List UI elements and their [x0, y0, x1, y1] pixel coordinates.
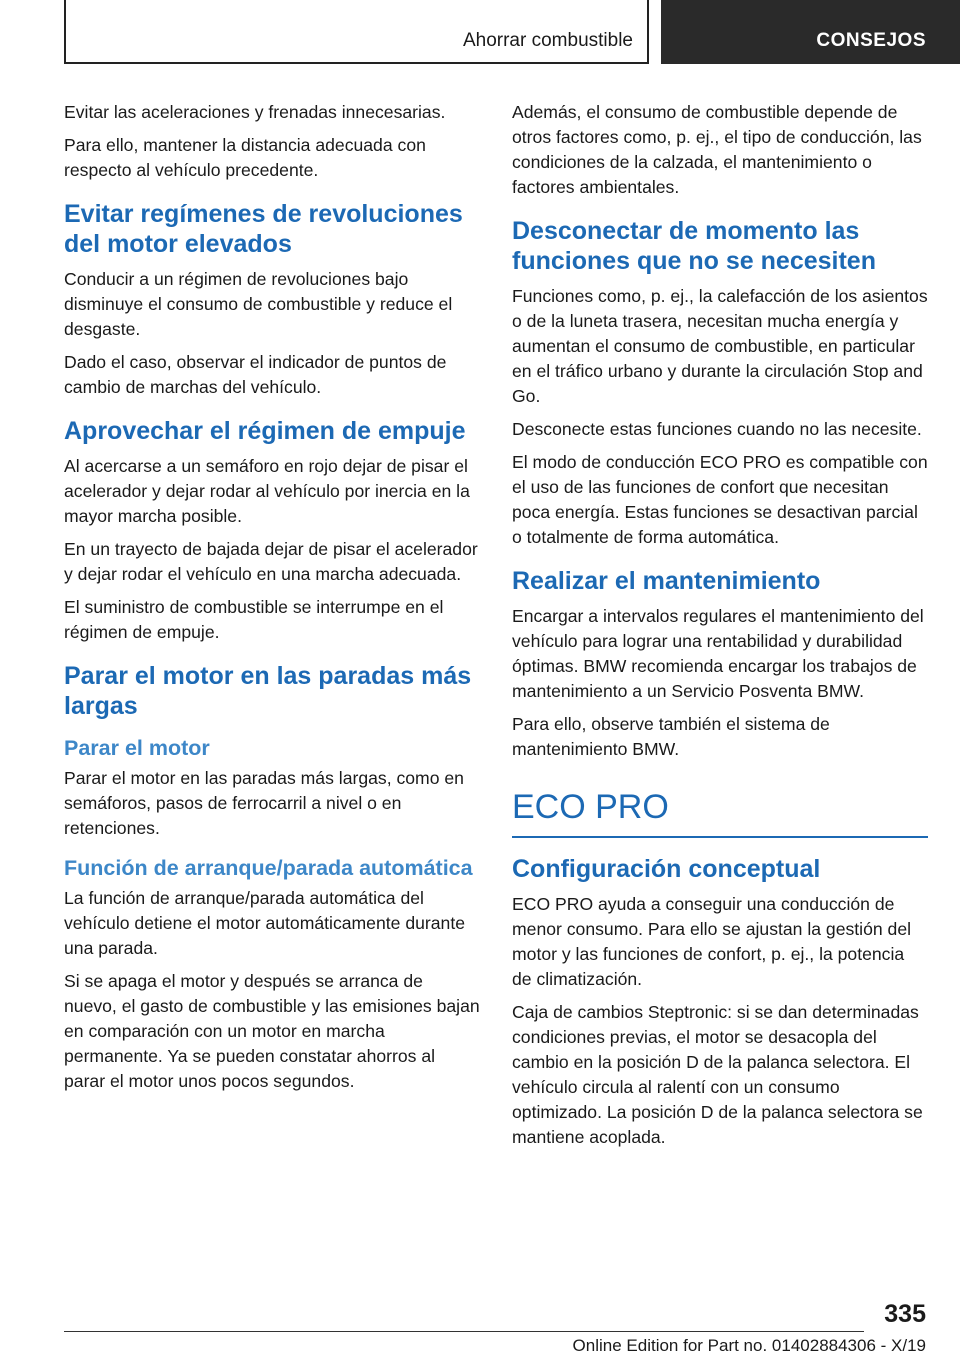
footer-divider	[64, 1331, 864, 1332]
header-section-title: Ahorrar combustible	[462, 30, 633, 51]
heading-mantenimiento: Realizar el mantenimiento	[512, 567, 821, 595]
heading-desconectar: Desconectar de momento las funciones que no se necesiten	[512, 217, 876, 275]
paragraph: Para ello, observe también el sistema de mantenimiento BMW.	[512, 714, 830, 759]
subheading-auto-start-stop: Función de arranque/parada automática	[64, 856, 473, 880]
heading-rpm: Evitar regímenes de revoluciones del motor elevados	[64, 200, 463, 258]
header-section-box	[64, 0, 649, 64]
heading-empuje: Aprovechar el régimen de empuje	[64, 417, 466, 445]
footer-edition: Online Edition for Part no. 01402884306 - X/19	[572, 1336, 926, 1355]
heading-parar: Parar el motor en las paradas más largas	[64, 662, 472, 720]
paragraph: El modo de conducción ECO PRO es compatible con el uso de las funciones de confort que necesitan poca energía. Estas funciones se desactivan parcial o totalmente de forma automática.	[512, 452, 928, 547]
paragraph: El suministro de combustible se interrumpe en el régimen de empuje.	[64, 597, 444, 642]
paragraph: Encargar a intervalos regulares el mantenimiento del vehículo para lograr una rentabilidad y durabilidad óptimas. BMW recomienda encargar los trabajos de mantenimiento a un Servicio Posventa BMW.	[512, 606, 924, 701]
paragraph: Funciones como, p. ej., la calefacción de los asientos o de la luneta trasera, necesitan mucha energía y aumentan el consumo de combustible, en particular en el tráfico urbano y durante la circulación Stop and Go.	[512, 286, 928, 406]
paragraph: Conducir a un régimen de revoluciones bajo disminuye el consumo de combustible y reduce el desgaste.	[64, 269, 453, 339]
header-chapter-title: CONSEJOS	[816, 30, 926, 51]
subheading-parar-motor: Parar el motor	[64, 736, 210, 760]
paragraph: Parar el motor en las paradas más largas, como en semáforos, pasos de ferrocarril a nivel o en retenciones.	[64, 768, 464, 838]
page-number: 335	[884, 1300, 926, 1328]
heading-configuracion: Configuración conceptual	[512, 855, 821, 883]
paragraph: La función de arranque/parada automática del vehículo detiene el motor automáticamente durante una parada.	[64, 888, 465, 958]
paragraph: ECO PRO ayuda a conseguir una conducción de menor consumo. Para ello se ajustan la gestión del motor y las funciones de confort, p. ej., la potencia de climatización.	[512, 894, 912, 989]
paragraph: Desconecte estas funciones cuando no las necesite.	[512, 419, 922, 439]
chapter-heading-eco-pro: ECO PRO	[512, 788, 669, 826]
left-column	[64, 100, 480, 1102]
paragraph: Dado el caso, observar el indicador de puntos de cambio de marchas del vehículo.	[64, 352, 447, 397]
paragraph: Además, el consumo de combustible depende de otros factores como, p. ej., el tipo de conducción, las condiciones de la calzada, el mantenimiento o factores ambientales.	[512, 102, 922, 197]
paragraph: Al acercarse a un semáforo en rojo dejar de pisar el acelerador y dejar rodar al vehículo por inercia en la mayor marcha posible.	[64, 456, 470, 526]
header-chapter-tab	[661, 0, 960, 64]
paragraph: En un trayecto de bajada dejar de pisar el acelerador y dejar rodar el vehículo en una marcha adecuada.	[64, 539, 478, 584]
paragraph: Si se apaga el motor y después se arranca de nuevo, el gasto de combustible y las emisiones bajan en comparación con un motor en marcha permanente. Ya se pueden constatar ahorros al parar el motor unos pocos segundos.	[64, 971, 480, 1091]
paragraph: Para ello, mantener la distancia adecuada con respecto al vehículo precedente.	[64, 135, 426, 180]
paragraph: Evitar las aceleraciones y frenadas innecesarias.	[64, 102, 446, 122]
paragraph: Caja de cambios Steptronic: si se dan determinadas condiciones previas, el motor se desacopla del cambio en la posición D de la palanca selectora. El vehículo circula al ralentí con un consumo optimizado. La posición D de la palanca selectora se mantiene acoplada.	[512, 1002, 923, 1147]
heading-rule	[512, 836, 928, 838]
right-column	[512, 100, 928, 1158]
